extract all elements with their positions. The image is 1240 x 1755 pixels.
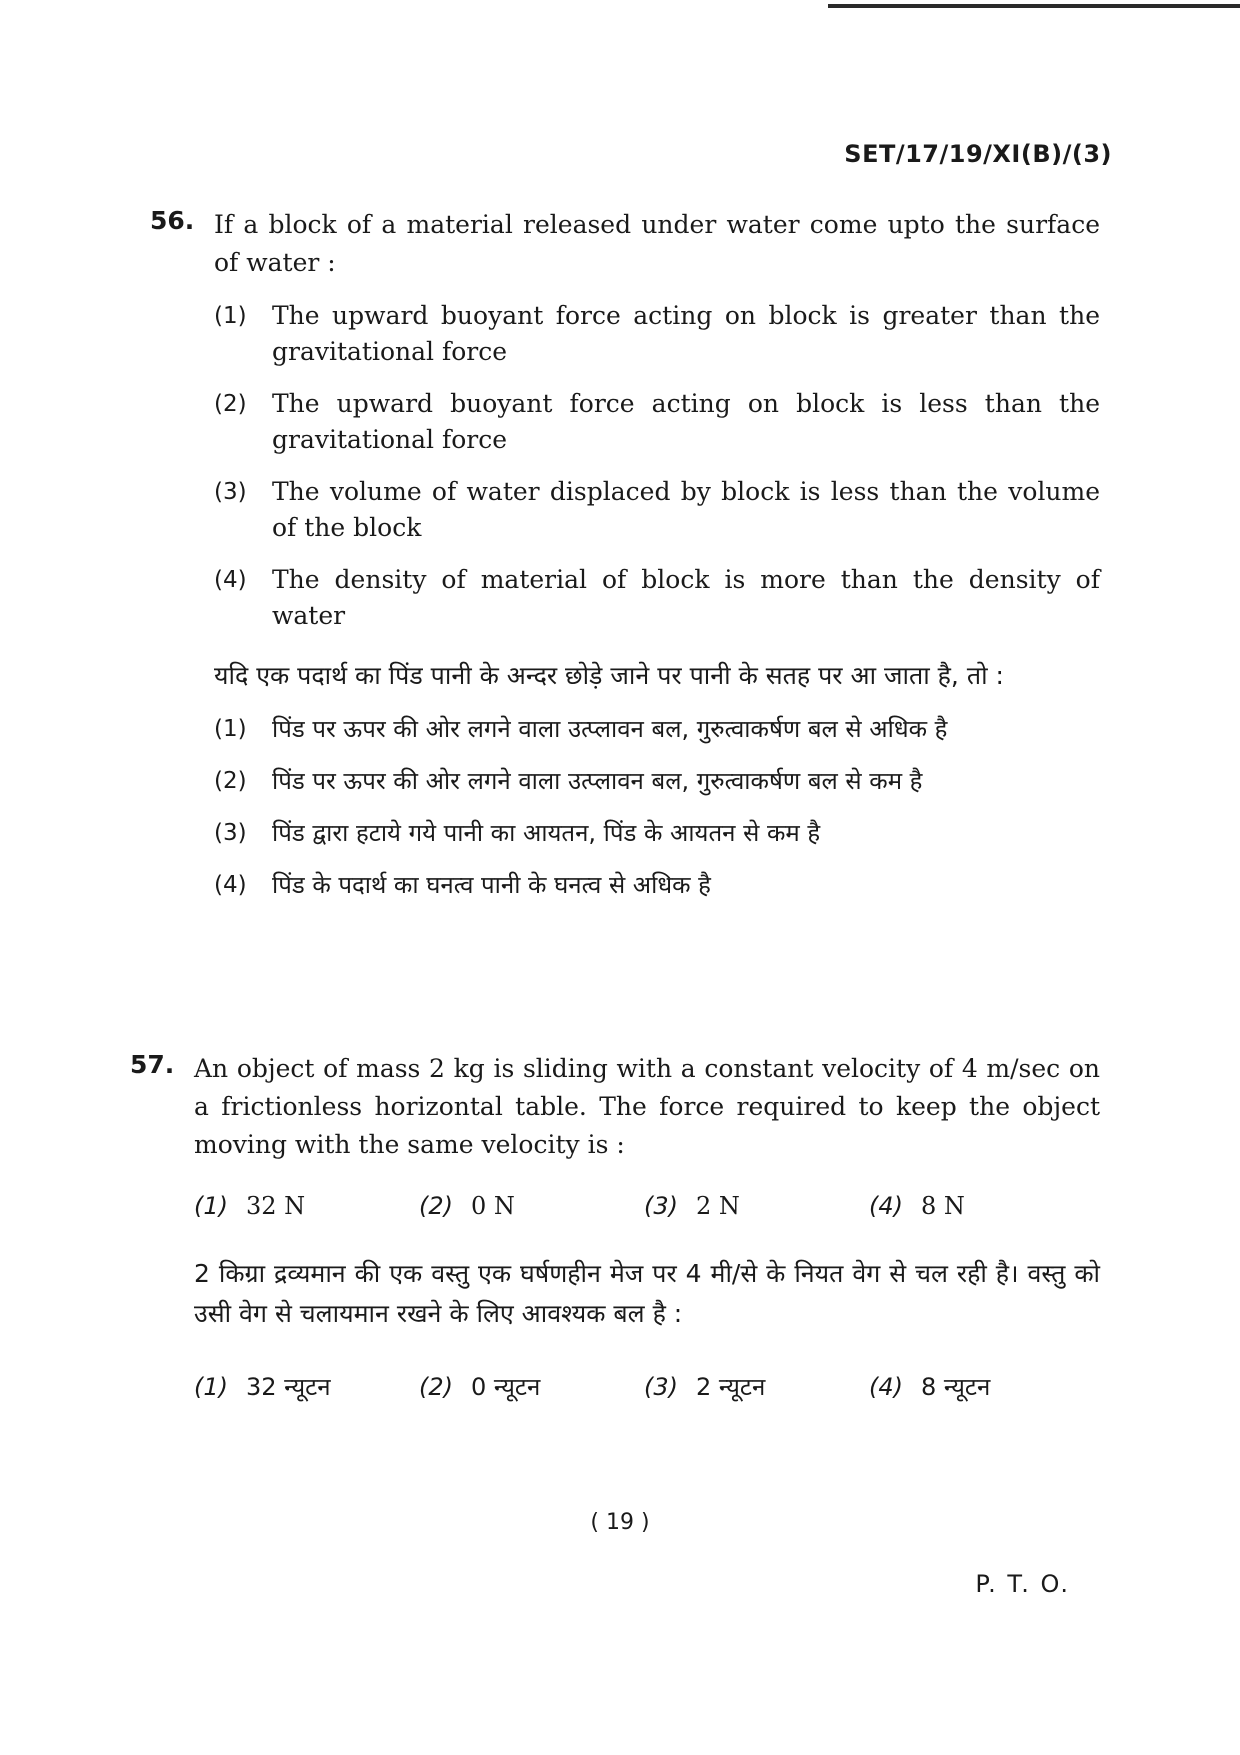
option-text: पिंड पर ऊपर की ओर लगने वाला उत्प्लावन बल, गुरुत्वाकर्षण बल से कम है xyxy=(272,767,923,795)
hindi-option-1 xyxy=(194,1370,419,1403)
english-options-row xyxy=(194,1192,1100,1220)
option-text: 0 N xyxy=(471,1192,515,1220)
hindi-option-4 xyxy=(869,1370,1094,1403)
option-number: (2) xyxy=(419,1192,453,1220)
option-text: 0 न्यूटन xyxy=(471,1373,541,1401)
option-number: (3) xyxy=(214,820,247,846)
set-code: SET/17/19/XI(B)/(3) xyxy=(844,140,1112,168)
option-2 xyxy=(214,386,1100,458)
option-2 xyxy=(419,1192,644,1220)
question-text-hindi: 2 किग्रा द्रव्यमान की एक वस्तु एक घर्षणहीन मेज पर 4 मी/से के नियत वेग से चल रही है। वस्तु को उसी वेग से चलायमान रखने के लिए आवश्यक बल है : xyxy=(194,1259,1100,1328)
option-1 xyxy=(214,298,1100,370)
option-text: The density of material of block is more than the density of water xyxy=(272,565,1100,630)
hindi-option-2 xyxy=(419,1370,644,1403)
option-number: (3) xyxy=(644,1373,678,1401)
option-number: (1) xyxy=(194,1192,228,1220)
question-text-english: If a block of a material released under water come upto the surface of water : xyxy=(214,210,1100,277)
option-1 xyxy=(194,1192,419,1220)
hindi-option-2 xyxy=(214,762,1100,800)
option-number: (1) xyxy=(214,716,247,742)
option-number: (4) xyxy=(869,1373,903,1401)
option-number: (2) xyxy=(419,1373,453,1401)
option-text: The upward buoyant force acting on block is greater than the gravitational force xyxy=(272,301,1100,366)
option-number: (3) xyxy=(644,1192,678,1220)
option-text: 2 न्यूटन xyxy=(696,1373,766,1401)
option-text: 8 N xyxy=(921,1192,965,1220)
option-text: The upward buoyant force acting on block is less than the gravitational force xyxy=(272,389,1100,454)
pto-label: P. T. O. xyxy=(975,1570,1070,1598)
question-number: 56. xyxy=(150,206,195,235)
option-3 xyxy=(214,474,1100,546)
option-3 xyxy=(644,1192,869,1220)
hindi-option-3 xyxy=(214,814,1100,852)
option-number: (3) xyxy=(214,479,247,505)
option-number: (1) xyxy=(214,303,247,329)
option-number: (4) xyxy=(869,1192,903,1220)
option-text: 32 न्यूटन xyxy=(246,1373,331,1401)
option-text: पिंड पर ऊपर की ओर लगने वाला उत्प्लावन बल, गुरुत्वाकर्षण बल से अधिक है xyxy=(272,715,948,743)
question-text-english: An object of mass 2 kg is sliding with a constant velocity of 4 m/sec on a frictionless horizontal table. The force required to keep the object moving with the same velocity is : xyxy=(194,1054,1100,1159)
hindi-options-row xyxy=(194,1370,1100,1403)
option-number: (4) xyxy=(214,567,247,593)
option-text: The volume of water displaced by block is less than the volume of the block xyxy=(272,477,1100,542)
hindi-option-4 xyxy=(214,866,1100,904)
question-56 xyxy=(150,206,1100,904)
option-number: (4) xyxy=(214,872,247,898)
option-4 xyxy=(869,1192,1094,1220)
question-number: 57. xyxy=(130,1050,175,1079)
top-rule xyxy=(828,4,1240,8)
option-text: पिंड के पदार्थ का घनत्व पानी के घनत्व से अधिक है xyxy=(272,871,711,899)
option-text: 32 N xyxy=(246,1192,306,1220)
hindi-option-3 xyxy=(644,1370,869,1403)
option-text: पिंड द्वारा हटाये गये पानी का आयतन, पिंड के आयतन से कम है xyxy=(272,819,821,847)
option-4 xyxy=(214,562,1100,634)
question-57 xyxy=(130,1050,1100,1403)
option-text: 8 न्यूटन xyxy=(921,1373,991,1401)
option-number: (2) xyxy=(214,391,247,417)
question-text-hindi: यदि एक पदार्थ का पिंड पानी के अन्दर छोड़े जाने पर पानी के सतह पर आ जाता है, तो : xyxy=(214,661,1004,690)
hindi-option-1 xyxy=(214,710,1100,748)
option-number: (2) xyxy=(214,768,247,794)
page-number: ( 19 ) xyxy=(590,1510,650,1535)
option-text: 2 N xyxy=(696,1192,740,1220)
option-number: (1) xyxy=(194,1373,228,1401)
